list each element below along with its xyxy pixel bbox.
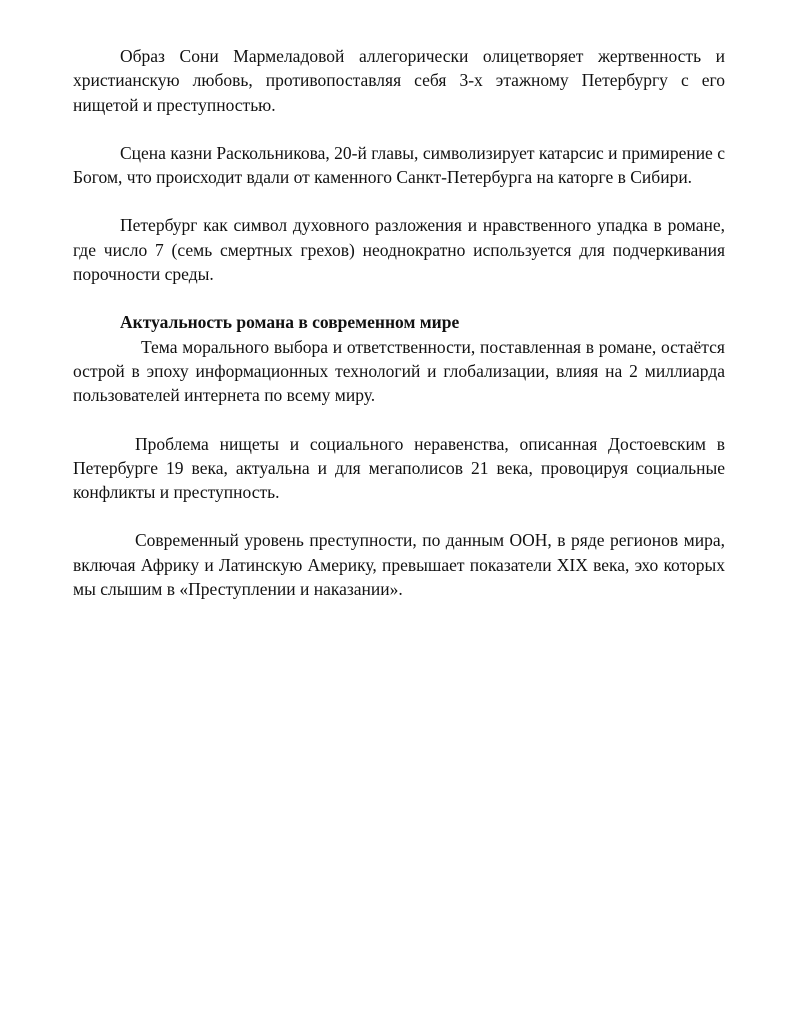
paragraph-poverty: Проблема нищеты и социального неравенства, описанная Достоевским в Петербурге 19 века, актуальна и для мегаполисов 21 века, провоцируя социальные конфликты и преступность.	[73, 433, 725, 503]
paragraph-moral-choice: Тема морального выбора и ответственности, поставленная в романе, остаётся острой в эпоху информационных технологий и глобализации, влияя на 2 миллиарда пользователей интернета по всему миру.	[73, 336, 725, 406]
paragraph-execution-scene: Сцена казни Раскольникова, 20-й главы, символизирует катарсис и примирение с Богом, что происходит вдали от каменного Санкт-Петербурга на каторге в Сибири.	[73, 142, 725, 188]
paragraph-sonya: Образ Сони Мармеладовой аллегорически олицетворяет жертвенность и христианскую любовь, противопоставляя себя 3-х этажному Петербургу с его нищетой и преступностью.	[73, 46, 725, 115]
section-heading: Актуальность романа в современном мире	[120, 312, 460, 333]
paragraph-petersburg-symbol: Петербург как символ духовного разложения и нравственного упадка в романе, где число 7 (семь смертных грехов) неоднократно используется для подчеркивания порочности среды.	[73, 215, 725, 285]
paragraph-crime-level: Современный уровень преступности, по данным ООН, в ряде регионов мира, включая Африку и Латинскую Америку, превышает показатели XIX века, эхо которых мы слышим в «Преступлении и наказании».	[73, 530, 725, 600]
